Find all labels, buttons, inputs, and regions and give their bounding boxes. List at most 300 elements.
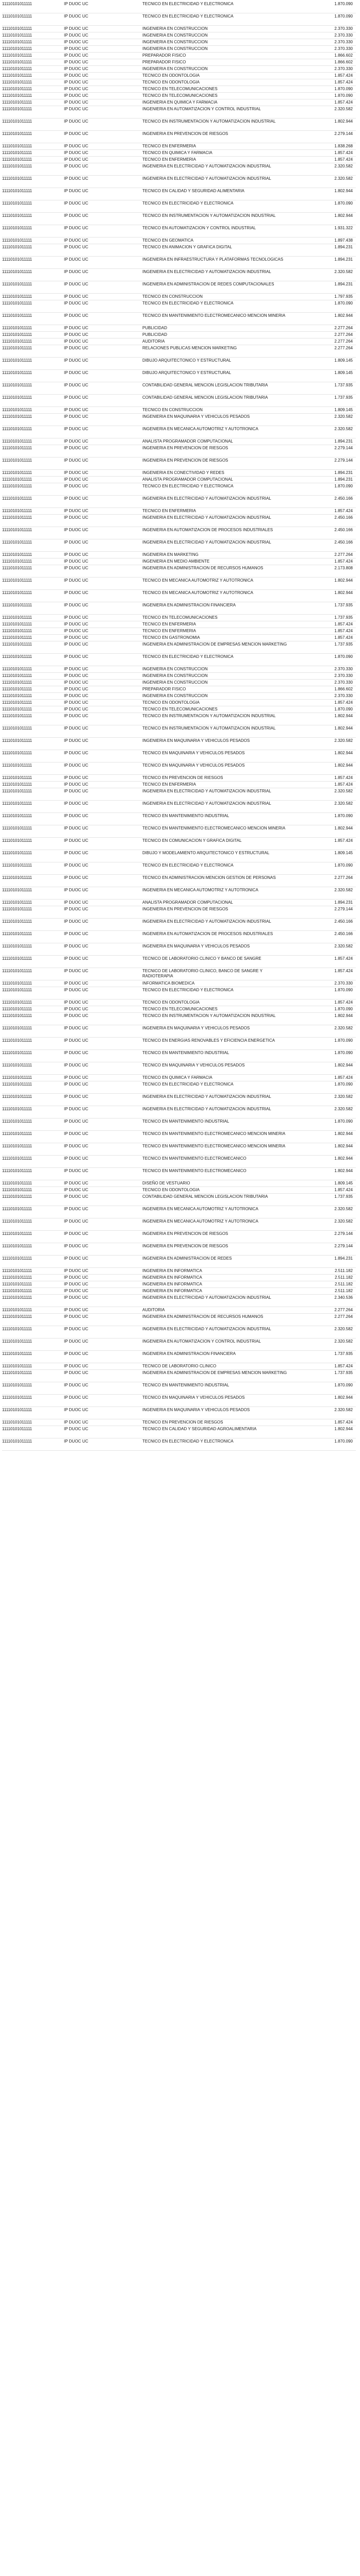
table-row xyxy=(2,680,356,686)
student-code: 11110101011111 xyxy=(2,1275,32,1280)
table-row xyxy=(2,508,356,515)
institution-name: IP DUOC UC xyxy=(64,944,88,948)
institution-name: IP DUOC UC xyxy=(64,60,88,64)
tuition-amount: 2.279.144 xyxy=(334,1231,353,1236)
student-code: 11110101011111 xyxy=(2,751,32,755)
program-name: INGENIERIA EN AUTOMATIZACION Y CONTROL INDUSTRIAL xyxy=(142,107,261,111)
institution-name: IP DUOC UC xyxy=(64,46,88,51)
institution-name: IP DUOC UC xyxy=(64,119,88,124)
tuition-amount: 2.277.264 xyxy=(334,339,353,344)
student-code: 11110101011111 xyxy=(2,988,32,992)
student-code: 11110101011111 xyxy=(2,2,32,6)
tuition-amount: 1.857.424 xyxy=(334,775,353,780)
program-name: TECNICO EN INSTRUMENTACION Y AUTOMATIZACION INDUSTRIAL xyxy=(142,726,276,731)
tuition-amount: 1.797.935 xyxy=(334,294,353,299)
student-code: 11110101011111 xyxy=(2,87,32,91)
institution-name: IP DUOC UC xyxy=(64,1119,88,1124)
program-name: INGENIERIA EN ADMINISTRACION DE EMPRESAS MENCION MARKETING xyxy=(142,642,287,647)
program-name: INGENIERIA EN ADMINISTRACION DE EMPRESAS MENCION MARKETING xyxy=(142,1370,287,1375)
institution-name: IP DUOC UC xyxy=(64,80,88,84)
program-name: INGENIERIA EN QUIMICA Y FARMACIA xyxy=(142,100,218,105)
program-name: TECNICO EN MANTENIMIENTO ELECTROMECANICO xyxy=(142,1168,247,1173)
student-code: 11110101011111 xyxy=(2,888,32,892)
institution-name: IP DUOC UC xyxy=(64,131,88,136)
institution-name: IP DUOC UC xyxy=(64,470,88,475)
tuition-amount: 1.802.944 xyxy=(334,751,353,755)
program-name: INGENIERIA EN ELECTRICIDAD Y AUTOMATIZACION INDUSTRIAL xyxy=(142,164,271,168)
institution-name: IP DUOC UC xyxy=(64,1038,88,1043)
program-name: TECNICO EN INSTRUMENTACION Y AUTOMATIZACION INDUSTRIAL xyxy=(142,119,276,124)
tuition-amount: 2.320.582 xyxy=(334,1219,353,1224)
institution-name: IP DUOC UC xyxy=(64,667,88,671)
program-name: INGENIERIA EN ELECTRICIDAD Y AUTOMATIZACION INDUSTRIAL xyxy=(142,919,271,924)
program-name: TECNICO EN CONSTRUCCION xyxy=(142,294,203,299)
student-code: 11110101011111 xyxy=(2,164,32,168)
student-code: 11110101011111 xyxy=(2,496,32,501)
student-code: 11110101011111 xyxy=(2,358,32,363)
table-row xyxy=(2,59,356,66)
tuition-amount: 1.870.090 xyxy=(334,1383,353,1387)
table-row xyxy=(2,1307,356,1314)
table-row xyxy=(2,1038,356,1050)
tuition-amount: 1.802.944 xyxy=(334,119,353,124)
student-code: 11110101011111 xyxy=(2,851,32,855)
tuition-amount: 1.870.090 xyxy=(334,814,353,818)
institution-name: IP DUOC UC xyxy=(64,408,88,412)
tuition-amount: 2.450.166 xyxy=(334,540,353,545)
table-row xyxy=(2,332,356,338)
tuition-amount: 2.370.330 xyxy=(334,693,353,698)
table-row xyxy=(2,738,356,750)
tuition-amount: 1.809.145 xyxy=(334,408,353,412)
student-code: 11110101011111 xyxy=(2,1013,32,1018)
tuition-amount: 2.320.582 xyxy=(334,176,353,181)
table-row xyxy=(2,382,356,395)
tuition-amount: 1.870.090 xyxy=(334,1038,353,1043)
table-row xyxy=(2,1281,356,1288)
student-code: 11110101011111 xyxy=(2,1427,32,1431)
table-row xyxy=(2,188,356,200)
institution-name: IP DUOC UC xyxy=(64,1207,88,1211)
tuition-amount: 1.866.602 xyxy=(334,687,353,691)
tuition-amount: 1.870.090 xyxy=(334,2,353,6)
student-code: 11110101011111 xyxy=(2,33,32,38)
student-code: 11110101011111 xyxy=(2,907,32,911)
tuition-amount: 1.857.424 xyxy=(334,622,353,626)
program-name: TECNICO EN ANIMACION Y GRAFICA DIGITAL xyxy=(142,245,232,249)
table-row xyxy=(2,73,356,79)
institution-name: IP DUOC UC xyxy=(64,1188,88,1192)
table-row xyxy=(2,143,356,150)
tuition-amount: 1.931.322 xyxy=(334,226,353,230)
tuition-amount: 1.870.090 xyxy=(334,1439,353,1444)
student-code: 11110101011111 xyxy=(2,484,32,488)
table-row xyxy=(2,257,356,269)
table-row xyxy=(2,1395,356,1407)
student-code: 11110101011111 xyxy=(2,814,32,818)
institution-name: IP DUOC UC xyxy=(64,1050,88,1055)
student-code: 11110101011111 xyxy=(2,826,32,831)
program-name: ANALISTA PROGRAMADOR COMPUTACIONAL xyxy=(142,439,233,444)
table-row xyxy=(2,762,356,775)
student-code: 11110101011111 xyxy=(2,515,32,520)
program-name: INGENIERIA EN ELECTRICIDAD Y AUTOMATIZACION INDUSTRIAL xyxy=(142,496,271,501)
student-code: 11110101011111 xyxy=(2,1256,32,1261)
institution-name: IP DUOC UC xyxy=(64,863,88,868)
tuition-amount: 2.450.166 xyxy=(334,919,353,924)
program-name: INFORMATICA BIOMEDICA xyxy=(142,981,195,986)
student-code: 11110101011111 xyxy=(2,189,32,193)
student-code: 11110101011111 xyxy=(2,150,32,155)
student-code: 11110101011111 xyxy=(2,838,32,843)
student-code: 11110101011111 xyxy=(2,131,32,136)
institution-name: IP DUOC UC xyxy=(64,814,88,818)
institution-name: IP DUOC UC xyxy=(64,700,88,705)
table-row xyxy=(2,79,356,86)
program-name: TECNICO EN ELECTRICIDAD Y ELECTRONICA xyxy=(142,654,234,659)
tuition-amount: 1.802.944 xyxy=(334,1168,353,1173)
table-row xyxy=(2,900,356,906)
institution-name: IP DUOC UC xyxy=(64,559,88,564)
student-code: 11110101011111 xyxy=(2,1268,32,1273)
institution-name: IP DUOC UC xyxy=(64,1026,88,1030)
student-code: 11110101011111 xyxy=(2,667,32,671)
institution-name: IP DUOC UC xyxy=(64,1231,88,1236)
institution-name: IP DUOC UC xyxy=(64,414,88,419)
student-code: 11110101011111 xyxy=(2,427,32,431)
table-row xyxy=(2,558,356,565)
tuition-amount: 1.802.944 xyxy=(334,189,353,193)
student-code: 11110101011111 xyxy=(2,1168,32,1173)
program-name: TECNICO EN ENFERMERIA xyxy=(142,144,197,148)
institution-name: IP DUOC UC xyxy=(64,1351,88,1356)
student-code: 11110101011111 xyxy=(2,26,32,31)
tuition-amount: 2.320.582 xyxy=(334,738,353,743)
program-name: TECNICO EN ELECTRICIDAD Y ELECTRONICA xyxy=(142,14,234,19)
program-name: TECNICO EN MECANICA AUTOMOTRIZ Y AUTOTRONICA xyxy=(142,578,253,583)
student-code: 11110101011111 xyxy=(2,1439,32,1444)
institution-name: IP DUOC UC xyxy=(64,301,88,306)
student-code: 11110101011111 xyxy=(2,301,32,306)
student-code: 11110101011111 xyxy=(2,801,32,806)
tuition-amount: 2.320.582 xyxy=(334,1207,353,1211)
student-code: 11110101011111 xyxy=(2,789,32,793)
institution-name: IP DUOC UC xyxy=(64,1156,88,1161)
institution-name: IP DUOC UC xyxy=(64,176,88,181)
tuition-amount: 2.279.144 xyxy=(334,1244,353,1248)
tuition-amount: 1.857.424 xyxy=(334,157,353,162)
table-row xyxy=(2,875,356,887)
table-row xyxy=(2,813,356,825)
tuition-amount: 2.450.166 xyxy=(334,515,353,520)
table-row xyxy=(2,238,356,244)
table-row xyxy=(2,1314,356,1326)
program-name: INGENIERIA EN ELECTRICIDAD Y AUTOMATIZACION INDUSTRIAL xyxy=(142,515,271,520)
table-row xyxy=(2,470,356,477)
institution-name: IP DUOC UC xyxy=(64,1420,88,1425)
student-code: 11110101011111 xyxy=(2,1007,32,1011)
student-code: 11110101011111 xyxy=(2,238,32,243)
table-row xyxy=(2,1426,356,1438)
table-row xyxy=(2,1419,356,1426)
tuition-amount: 2.277.264 xyxy=(334,1308,353,1312)
tuition-amount: 1.857.424 xyxy=(334,1188,353,1192)
institution-name: IP DUOC UC xyxy=(64,528,88,532)
table-row xyxy=(2,862,356,875)
tuition-amount: 2.370.330 xyxy=(334,673,353,678)
student-code: 11110101011111 xyxy=(2,726,32,731)
institution-name: IP DUOC UC xyxy=(64,26,88,31)
institution-name: IP DUOC UC xyxy=(64,988,88,992)
institution-name: IP DUOC UC xyxy=(64,1094,88,1099)
institution-name: IP DUOC UC xyxy=(64,446,88,450)
institution-name: IP DUOC UC xyxy=(64,395,88,400)
tuition-amount: 1.857.424 xyxy=(334,150,353,155)
tuition-amount: 2.320.582 xyxy=(334,888,353,892)
program-name: INGENIERIA EN ADMINISTRACION FINANCIERA xyxy=(142,603,236,607)
student-code: 11110101011111 xyxy=(2,477,32,482)
institution-name: IP DUOC UC xyxy=(64,629,88,633)
tuition-amount: 2.320.582 xyxy=(334,1107,353,1111)
tuition-amount: 2.511.182 xyxy=(335,1282,353,1286)
tuition-amount: 2.173.808 xyxy=(334,566,353,570)
program-name: TECNICO EN QUIMICA Y FARMACIA xyxy=(142,150,212,155)
table-row xyxy=(2,1256,356,1268)
institution-name: IP DUOC UC xyxy=(64,1308,88,1312)
student-code: 11110101011111 xyxy=(2,226,32,230)
institution-name: IP DUOC UC xyxy=(64,226,88,230)
tuition-amount: 1.894.231 xyxy=(334,470,353,475)
program-name: INGENIERIA EN ELECTRICIDAD Y AUTOMATIZACION INDUSTRIAL xyxy=(142,1295,271,1300)
table-row xyxy=(2,666,356,673)
program-name: INGENIERIA EN MAQUINARIA Y VEHICULOS PESADOS xyxy=(142,738,250,743)
institution-name: IP DUOC UC xyxy=(64,751,88,755)
table-row xyxy=(2,980,356,987)
student-code: 11110101011111 xyxy=(2,578,32,583)
student-code: 11110101011111 xyxy=(2,313,32,318)
tuition-amount: 1.737.935 xyxy=(334,383,353,387)
table-row xyxy=(2,887,356,900)
student-code: 11110101011111 xyxy=(2,1370,32,1375)
program-name: TECNICO EN ENFERMERIA xyxy=(142,622,197,626)
institution-name: IP DUOC UC xyxy=(64,515,88,520)
institution-name: IP DUOC UC xyxy=(64,313,88,318)
tuition-amount: 1.857.424 xyxy=(334,782,353,787)
table-row xyxy=(2,1231,356,1243)
tuition-amount: 1.802.944 xyxy=(334,1156,353,1161)
institution-name: IP DUOC UC xyxy=(64,1075,88,1080)
table-row xyxy=(2,157,356,163)
table-row xyxy=(2,565,356,578)
tuition-amount: 1.870.090 xyxy=(334,1119,353,1124)
institution-name: IP DUOC UC xyxy=(64,458,88,463)
table-row xyxy=(2,99,356,106)
program-name: INGENIERIA EN MAQUINARIA Y VEHICULOS PESADOS xyxy=(142,944,250,948)
student-code: 11110101011111 xyxy=(2,107,32,111)
table-row xyxy=(2,163,356,176)
table-row xyxy=(2,700,356,706)
institution-name: IP DUOC UC xyxy=(64,66,88,71)
institution-name: IP DUOC UC xyxy=(64,294,88,299)
tuition-amount: 1.857.424 xyxy=(334,100,353,105)
institution-name: IP DUOC UC xyxy=(64,1256,88,1261)
institution-name: IP DUOC UC xyxy=(64,1408,88,1412)
table-row xyxy=(2,725,356,738)
tuition-amount: 1.857.424 xyxy=(334,956,353,961)
table-row xyxy=(2,1013,356,1025)
program-name: TECNICO EN ENFERMERIA xyxy=(142,509,197,513)
student-code: 11110101011111 xyxy=(2,714,32,718)
student-code: 11110101011111 xyxy=(2,269,32,274)
tuition-amount: 2.277.264 xyxy=(334,552,353,557)
program-name: INGENIERIA EN CONSTRUCCION xyxy=(142,46,208,51)
table-row xyxy=(2,1075,356,1081)
program-name: TECNICO EN CALIDAD Y SEGURIDAD ALIMENTARIA xyxy=(142,189,244,193)
table-row xyxy=(2,26,356,32)
student-code: 11110101011111 xyxy=(2,622,32,626)
institution-name: IP DUOC UC xyxy=(64,552,88,557)
student-code: 11110101011111 xyxy=(2,213,32,218)
table-row xyxy=(2,1407,356,1419)
institution-name: IP DUOC UC xyxy=(64,1063,88,1067)
program-name: TECNICO EN ODONTOLOGIA xyxy=(142,1188,200,1192)
table-row xyxy=(2,1363,356,1370)
table-row xyxy=(2,956,356,968)
tuition-amount: 1.857.424 xyxy=(334,629,353,633)
tuition-amount: 2.279.144 xyxy=(334,446,353,450)
student-code: 11110101011111 xyxy=(2,1282,32,1286)
student-code: 11110101011111 xyxy=(2,408,32,412)
tuition-amount: 1.857.424 xyxy=(334,969,353,973)
table-row xyxy=(2,1438,356,1451)
student-code: 11110101011111 xyxy=(2,1219,32,1224)
program-name: RELACIONES PUBLICAS MENCION MARKETING xyxy=(142,346,237,350)
table-row xyxy=(2,150,356,157)
table-row xyxy=(2,1338,356,1351)
institution-name: IP DUOC UC xyxy=(64,1181,88,1185)
institution-name: IP DUOC UC xyxy=(64,838,88,843)
program-name: DIBUJO ARQUITECTONICO Y ESTRUCTURAL xyxy=(142,358,232,363)
institution-name: IP DUOC UC xyxy=(64,107,88,111)
student-code: 11110101011111 xyxy=(2,470,32,475)
table-row xyxy=(2,496,356,508)
student-code: 11110101011111 xyxy=(2,528,32,532)
tuition-amount: 2.320.582 xyxy=(334,107,353,111)
program-name: TECNICO EN MANTENIMIENTO INDUSTRIAL xyxy=(142,814,230,818)
tuition-amount: 1.870.090 xyxy=(334,93,353,98)
tuition-amount: 1.802.944 xyxy=(334,1395,353,1400)
program-name: TECNICO EN INSTRUMENTACION Y AUTOMATIZACION INDUSTRIAL xyxy=(142,714,276,718)
student-code: 11110101011111 xyxy=(2,66,32,71)
table-row xyxy=(2,1326,356,1338)
program-name: TECNICO EN ENFERMERIA xyxy=(142,629,197,633)
tuition-amount: 1.870.090 xyxy=(334,863,353,868)
table-row xyxy=(2,641,356,654)
student-code: 11110101011111 xyxy=(2,201,32,206)
program-name: INGENIERIA EN AUTOMATIZACION DE PROCESOS INDUSTRIALES xyxy=(142,931,273,936)
program-name: PREPARADOR FISICO xyxy=(142,60,186,64)
program-name: TECNICO EN CALIDAD Y SEGURIDAD AGROALIMENTARIA xyxy=(142,1427,257,1431)
table-row xyxy=(2,673,356,680)
tuition-amount: 1.809.145 xyxy=(334,358,353,363)
program-name: INGENIERIA EN ADMINISTRACION DE RECURSOS HUMANOS xyxy=(142,566,264,570)
student-code: 11110101011111 xyxy=(2,775,32,780)
tuition-amount: 2.320.582 xyxy=(334,801,353,806)
tuition-amount: 2.340.536 xyxy=(334,1295,353,1300)
program-name: INGENIERIA EN INFORMATICA xyxy=(142,1289,202,1293)
table-row xyxy=(2,244,356,257)
tuition-amount: 1.894.231 xyxy=(334,245,353,249)
program-name: CONTABILIDAD GENERAL MENCION LEGISLACION TRIBUTARIA xyxy=(142,395,268,400)
student-code: 11110101011111 xyxy=(2,642,32,647)
student-code: 11110101011111 xyxy=(2,738,32,743)
program-name: TECNICO EN MANTENIMIENTO INDUSTRIAL xyxy=(142,1050,230,1055)
student-code: 11110101011111 xyxy=(2,615,32,620)
tuition-amount: 1.802.944 xyxy=(334,1013,353,1018)
program-name: INGENIERIA EN MARKETING xyxy=(142,552,199,557)
tuition-amount: 2.511.182 xyxy=(335,1275,353,1280)
tuition-amount: 2.370.330 xyxy=(334,66,353,71)
program-name: CONTABILIDAD GENERAL MENCION LEGISLACION TRIBUTARIA xyxy=(142,383,268,387)
program-name: TECNICO EN MAQUINARIA Y VEHICULOS PESADOS xyxy=(142,1395,245,1400)
institution-name: IP DUOC UC xyxy=(64,238,88,243)
program-name: TECNICO EN ELECTRICIDAD Y ELECTRONICA xyxy=(142,988,234,992)
tuition-amount: 2.320.582 xyxy=(334,1339,353,1344)
program-name: INGENIERIA EN PREVENCION DE RIESGOS xyxy=(142,907,228,911)
institution-name: IP DUOC UC xyxy=(64,346,88,350)
program-name: INGENIERIA EN ADMINISTRACION DE REDES COMPUTACIONALES xyxy=(142,282,274,286)
tuition-amount: 2.277.264 xyxy=(334,326,353,330)
institution-name: IP DUOC UC xyxy=(64,931,88,936)
program-name: INGENIERIA EN CONSTRUCCION xyxy=(142,680,208,685)
institution-name: IP DUOC UC xyxy=(64,680,88,685)
tuition-amount: 1.809.145 xyxy=(334,851,353,855)
student-code: 11110101011111 xyxy=(2,1082,32,1087)
institution-name: IP DUOC UC xyxy=(64,427,88,431)
student-code: 11110101011111 xyxy=(2,1314,32,1319)
student-code: 11110101011111 xyxy=(2,446,32,450)
program-name: INGENIERIA EN PREVENCION DE RIESGOS xyxy=(142,1231,228,1236)
student-code: 11110101011111 xyxy=(2,1420,32,1425)
tuition-amount: 1.857.424 xyxy=(334,559,353,564)
institution-name: IP DUOC UC xyxy=(64,14,88,19)
table-row xyxy=(2,539,356,552)
institution-name: IP DUOC UC xyxy=(64,370,88,375)
student-code: 11110101011111 xyxy=(2,370,32,375)
institution-name: IP DUOC UC xyxy=(64,189,88,193)
program-name: INGENIERIA EN CONSTRUCCION xyxy=(142,693,208,698)
tuition-amount: 1.870.090 xyxy=(334,301,353,306)
student-code: 11110101011111 xyxy=(2,1289,32,1293)
program-name: TECNICO EN MAQUINARIA Y VEHICULOS PESADOS xyxy=(142,751,245,755)
institution-name: IP DUOC UC xyxy=(64,100,88,105)
institution-name: IP DUOC UC xyxy=(64,383,88,387)
student-code: 11110101011111 xyxy=(2,14,32,19)
program-name: TECNICO EN ODONTOLOGIA xyxy=(142,700,200,705)
student-code: 11110101011111 xyxy=(2,439,32,444)
table-row xyxy=(2,1295,356,1307)
tuition-amount: 2.450.166 xyxy=(334,528,353,532)
student-code: 11110101011111 xyxy=(2,1295,32,1300)
institution-name: IP DUOC UC xyxy=(64,164,88,168)
student-code: 11110101011111 xyxy=(2,919,32,924)
program-name: INGENIERIA EN ELECTRICIDAD Y AUTOMATIZACION INDUSTRIAL xyxy=(142,176,271,181)
student-code: 11110101011111 xyxy=(2,1094,32,1099)
tuition-amount: 2.370.330 xyxy=(334,680,353,685)
institution-name: IP DUOC UC xyxy=(64,1268,88,1273)
table-row xyxy=(2,1131,356,1143)
table-row xyxy=(2,1351,356,1363)
